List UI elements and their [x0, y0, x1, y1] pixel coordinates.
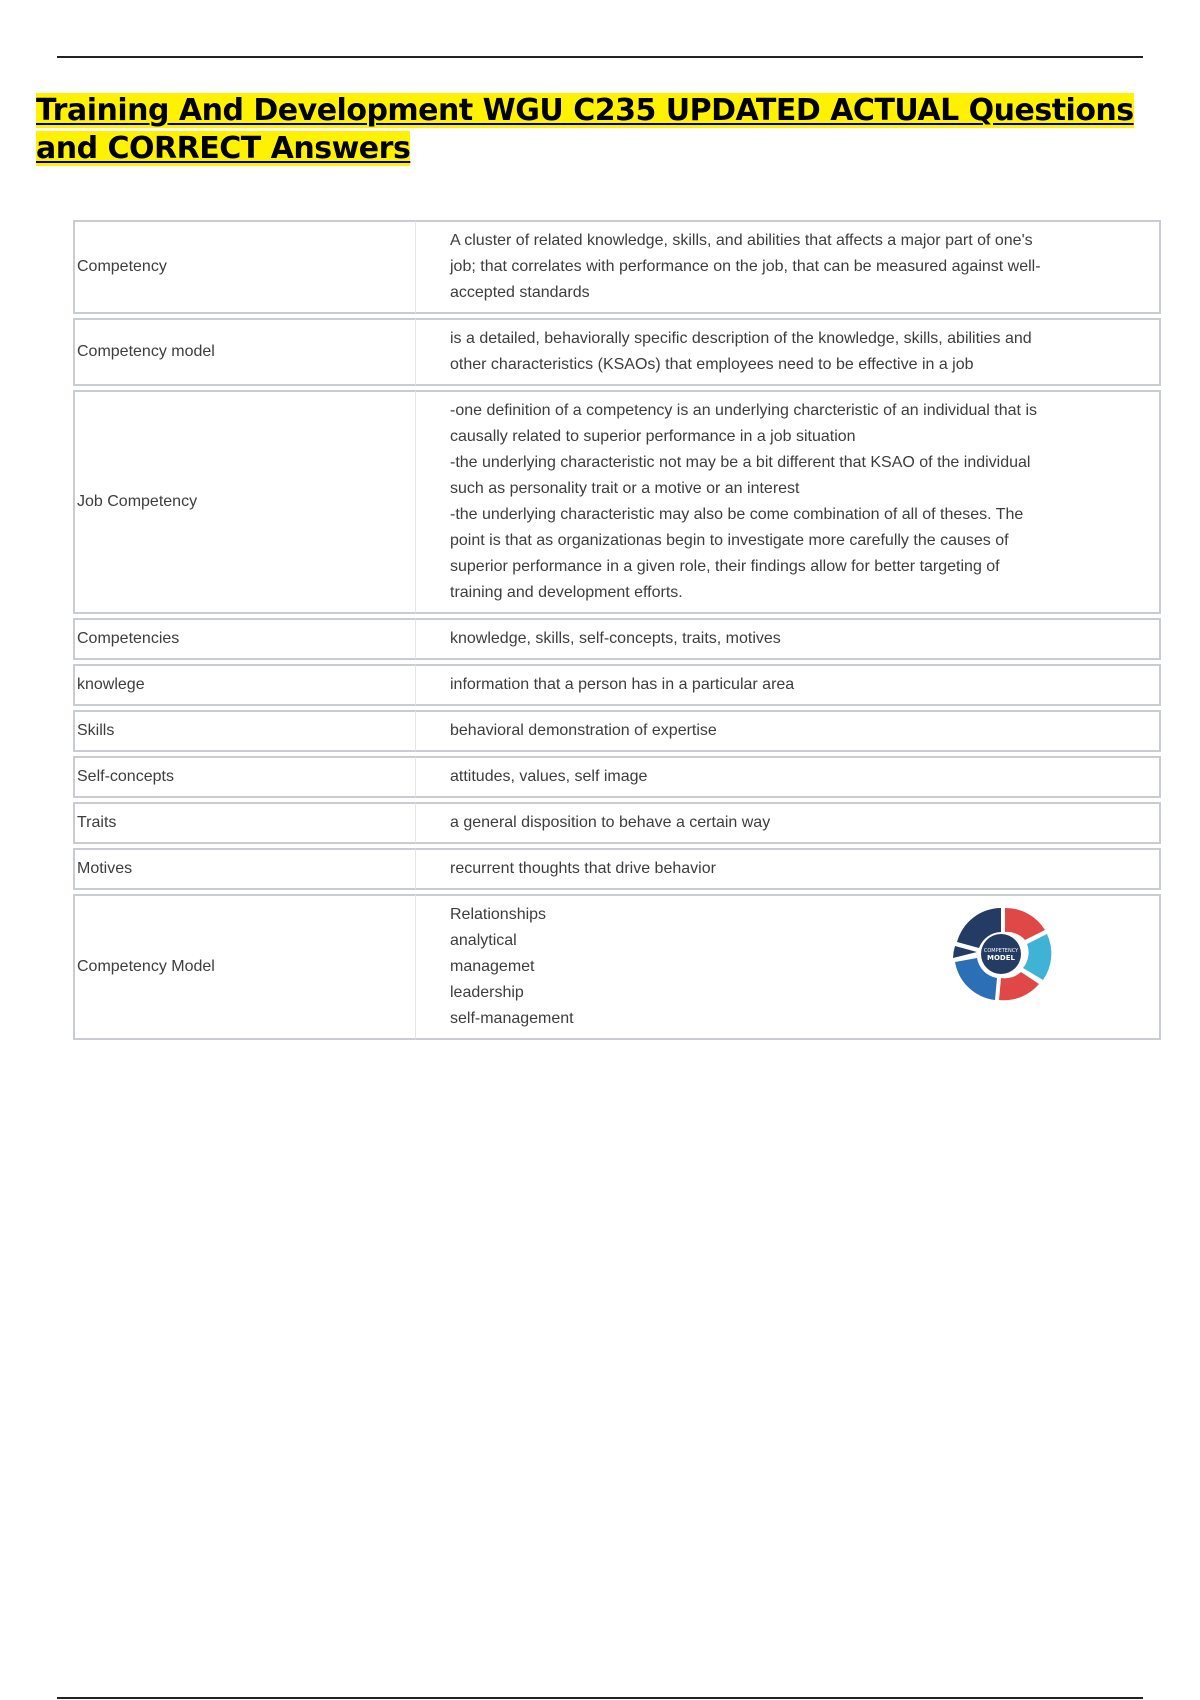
definition-cell [416, 664, 1161, 706]
term-cell: Competency Model [73, 894, 416, 1040]
definition-line: analytical [450, 932, 517, 949]
term-cell: Motives [73, 848, 416, 890]
definition-cell [416, 710, 1161, 752]
definition-cell [416, 894, 1161, 1040]
table-row [73, 756, 1161, 798]
term-cell: Traits [73, 802, 416, 844]
definition-cell [416, 802, 1161, 844]
definition-cell [416, 390, 1161, 614]
table-row [73, 848, 1161, 890]
definition-cell [416, 318, 1161, 386]
definition-cell [416, 618, 1161, 660]
definition-line: point is that as organizationas begin to investigate more carefully the causes of [450, 532, 1009, 549]
definition-line: -one definition of a competency is an underlying charcteristic of an individual that is [450, 402, 1037, 419]
definition-line: accepted standards [450, 284, 590, 301]
definition-line: knowledge, skills, self-concepts, traits, motives [450, 630, 781, 647]
definition-line: such as personality trait or a motive or an interest [450, 480, 800, 497]
definition-line: training and development efforts. [450, 584, 683, 601]
definition-line: other characteristics (KSAOs) that employees need to be effective in a job [450, 356, 974, 373]
table-row [73, 318, 1161, 386]
table-row [73, 710, 1161, 752]
definition-line: behavioral demonstration of expertise [450, 722, 717, 739]
term-cell: Competency [73, 220, 416, 314]
definition-line: Relationships [450, 906, 547, 923]
definition-cell [416, 220, 1161, 314]
definition-line: recurrent thoughts that drive behavior [450, 860, 716, 877]
table-row [73, 802, 1161, 844]
term-cell: Competencies [73, 618, 416, 660]
definition-line: attitudes, values, self image [450, 768, 648, 785]
definition-line: superior performance in a given role, their findings allow for better targeting of [450, 558, 1000, 575]
diagram-label-2: MODEL [987, 954, 1015, 962]
bottom-rule [57, 1697, 1143, 1699]
table-row [73, 618, 1161, 660]
definition-cell [416, 848, 1161, 890]
flashcard-table [73, 216, 1161, 1044]
definition-line: self-management [450, 1010, 574, 1027]
definition-line: is a detailed, behaviorally specific description of the knowledge, skills, abilities and [450, 330, 1032, 347]
definition-line: information that a person has in a particular area [450, 676, 795, 693]
definition-line: -the underlying characteristic may also be come combination of all of theses. The [450, 506, 1024, 523]
table-row [73, 220, 1161, 314]
term-cell: Skills [73, 710, 416, 752]
term-cell: Job Competency [73, 390, 416, 614]
definition-line: a general disposition to behave a certain way [450, 814, 771, 831]
definition-line: job; that correlates with performance on the job, that can be measured against well- [450, 258, 1041, 275]
definition-line: A cluster of related knowledge, skills, and abilities that affects a major part of one's [450, 232, 1033, 249]
definition-cell [416, 756, 1161, 798]
diagram-label-1: COMPETENCY [983, 948, 1019, 954]
competency-model-diagram [939, 902, 1063, 1006]
top-rule [57, 56, 1143, 58]
term-cell: Self-concepts [73, 756, 416, 798]
table-row [73, 894, 1161, 1040]
page-title: Training And Development WGU C235 UPDATED ACTUAL Questions and CORRECT Answers [36, 93, 1134, 166]
table-row [73, 390, 1161, 614]
definition-line: leadership [450, 984, 524, 1001]
term-cell: Competency model [73, 318, 416, 386]
table-row [73, 664, 1161, 706]
definition-line: -the underlying characteristic not may be a bit different that KSAO of the individual [450, 454, 1031, 471]
definition-line: managemet [450, 958, 535, 975]
term-cell: knowlege [73, 664, 416, 706]
definition-line: causally related to superior performance in a job situation [450, 428, 856, 445]
